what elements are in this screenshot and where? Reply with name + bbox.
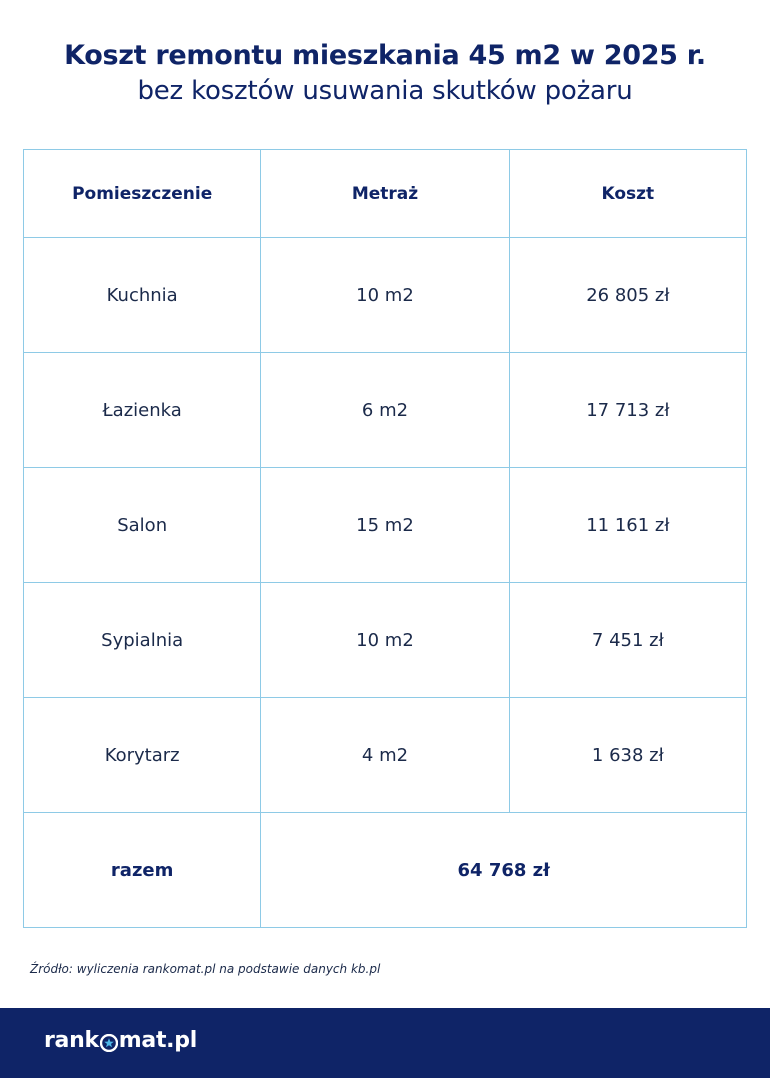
area-cell: 10 m2: [261, 583, 509, 698]
room-cell: Sypialnia: [24, 583, 261, 698]
room-cell: Salon: [24, 468, 261, 583]
total-value: 64 768 zł: [261, 813, 747, 928]
header: [0, 38, 770, 108]
column-header-cost: Koszt: [509, 150, 746, 238]
table-row: [24, 353, 747, 468]
cost-cell: 26 805 zł: [509, 238, 746, 353]
area-cell: 15 m2: [261, 468, 509, 583]
total-row: [24, 813, 747, 928]
cost-cell: 17 713 zł: [509, 353, 746, 468]
room-cell: Kuchnia: [24, 238, 261, 353]
rankomat-logo[interactable]: [44, 1028, 197, 1053]
total-label: razem: [24, 813, 261, 928]
area-cell: 10 m2: [261, 238, 509, 353]
logo-text-part2: mat.pl: [118, 1028, 197, 1053]
table-row: [24, 583, 747, 698]
logo-text-part1: rank: [44, 1028, 99, 1053]
area-cell: 6 m2: [261, 353, 509, 468]
page-title: Koszt remontu mieszkania 45 m2 w 2025 r.: [64, 40, 706, 71]
footer-bar: [0, 1008, 770, 1078]
column-header-room: Pomieszczenie: [24, 150, 261, 238]
cost-cell: 7 451 zł: [509, 583, 746, 698]
room-cell: Łazienka: [24, 353, 261, 468]
cost-table: [23, 149, 747, 928]
table-header-row: [24, 150, 747, 238]
table-row: [24, 698, 747, 813]
star-icon: [100, 1033, 118, 1051]
table-row: [24, 468, 747, 583]
column-header-area: Metraż: [261, 150, 509, 238]
source-note: Źródło: wyliczenia rankomat.pl na podstawie danych kb.pl: [30, 962, 381, 976]
area-cell: 4 m2: [261, 698, 509, 813]
cost-cell: 1 638 zł: [509, 698, 746, 813]
cost-cell: 11 161 zł: [509, 468, 746, 583]
page-subtitle: bez kosztów usuwania skutków pożaru: [137, 76, 633, 106]
table-row: [24, 238, 747, 353]
room-cell: Korytarz: [24, 698, 261, 813]
